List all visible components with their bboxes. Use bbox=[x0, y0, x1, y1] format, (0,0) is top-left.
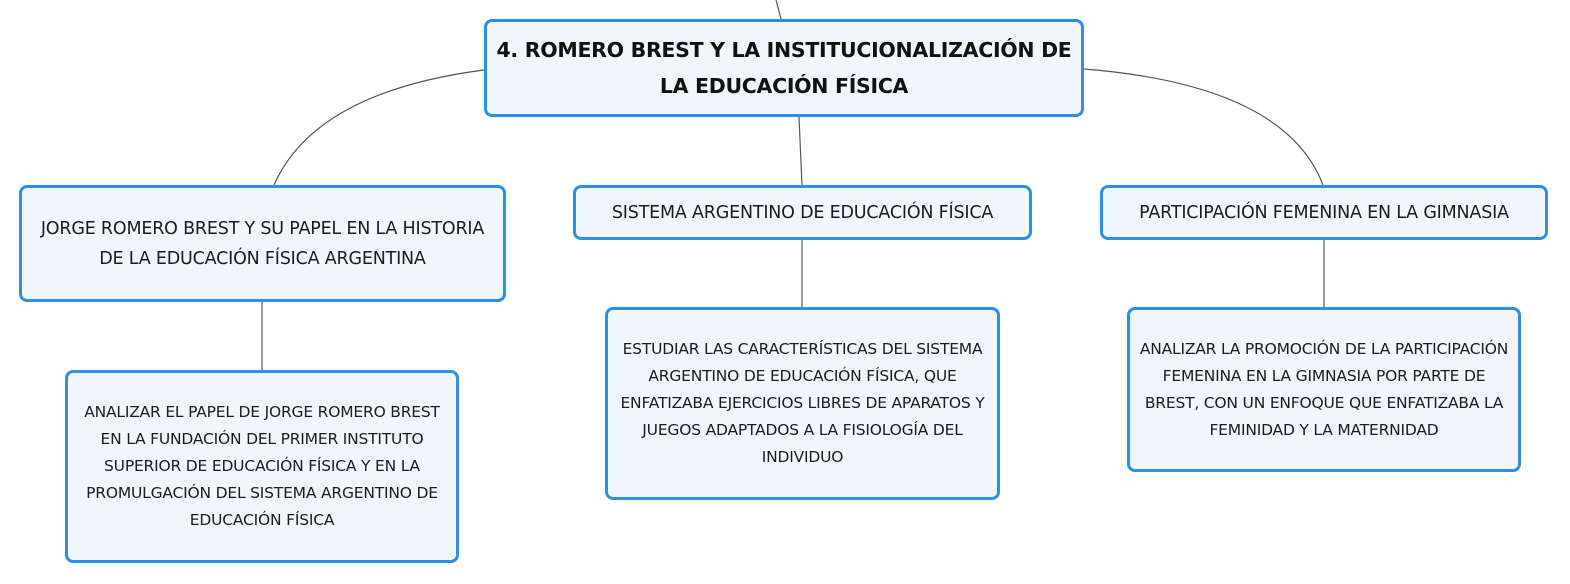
root-topic-node[interactable] bbox=[484, 19, 1084, 117]
connector-root-to-topic-2 bbox=[799, 117, 802, 185]
detail-node-sistema-argentino[interactable] bbox=[605, 307, 1000, 500]
connector-root-to-topic-1 bbox=[274, 70, 484, 185]
topic-node-jorge-romero-brest[interactable] bbox=[19, 185, 506, 302]
connector-root-to-topic-3 bbox=[1084, 69, 1323, 185]
detail-node-jorge-romero-brest[interactable] bbox=[65, 370, 459, 563]
connector-parent-incoming bbox=[776, 0, 781, 19]
root-topic-label: 4. ROMERO BREST Y LA INSTITUCIONALIZACIÓN DE LA EDUCACIÓN FÍSICA bbox=[496, 38, 1072, 98]
detail-node-participacion-femenina[interactable] bbox=[1127, 307, 1521, 472]
topic-label: JORGE ROMERO BREST Y SU PAPEL EN LA HISTORIA DE LA EDUCACIÓN FÍSICA ARGENTINA bbox=[40, 218, 485, 269]
topic-label: SISTEMA ARGENTINO DE EDUCACIÓN FÍSICA bbox=[611, 202, 994, 223]
topic-node-participacion-femenina[interactable] bbox=[1100, 185, 1548, 240]
detail-label: ESTUDIAR LAS CARACTERÍSTICAS DEL SISTEMA ARGENTINO DE EDUCACIÓN FÍSICA, QUE ENFATIZABA EJERCICIOS LIBRES DE APARATOS Y JUEGOS ADAPTADOS A LA FISIOLOGÍA DEL INDIVIDUO bbox=[620, 340, 985, 466]
topic-node-sistema-argentino[interactable] bbox=[573, 185, 1032, 240]
topic-label: PARTICIPACIÓN FEMENINA EN LA GIMNASIA bbox=[1139, 202, 1509, 223]
detail-label: ANALIZAR EL PAPEL DE JORGE ROMERO BREST EN LA FUNDACIÓN DEL PRIMER INSTITUTO SUPERIOR DE EDUCACIÓN FÍSICA Y EN LA PROMULGACIÓN DEL SISTEMA ARGENTINO DE EDUCACIÓN FÍSICA bbox=[84, 403, 440, 529]
detail-label: ANALIZAR LA PROMOCIÓN DE LA PARTICIPACIÓN FEMENINA EN LA GIMNASIA POR PARTE DE BREST, CON UN ENFOQUE QUE ENFATIZABA LA FEMINIDAD Y LA MATERNIDAD bbox=[1139, 339, 1509, 439]
